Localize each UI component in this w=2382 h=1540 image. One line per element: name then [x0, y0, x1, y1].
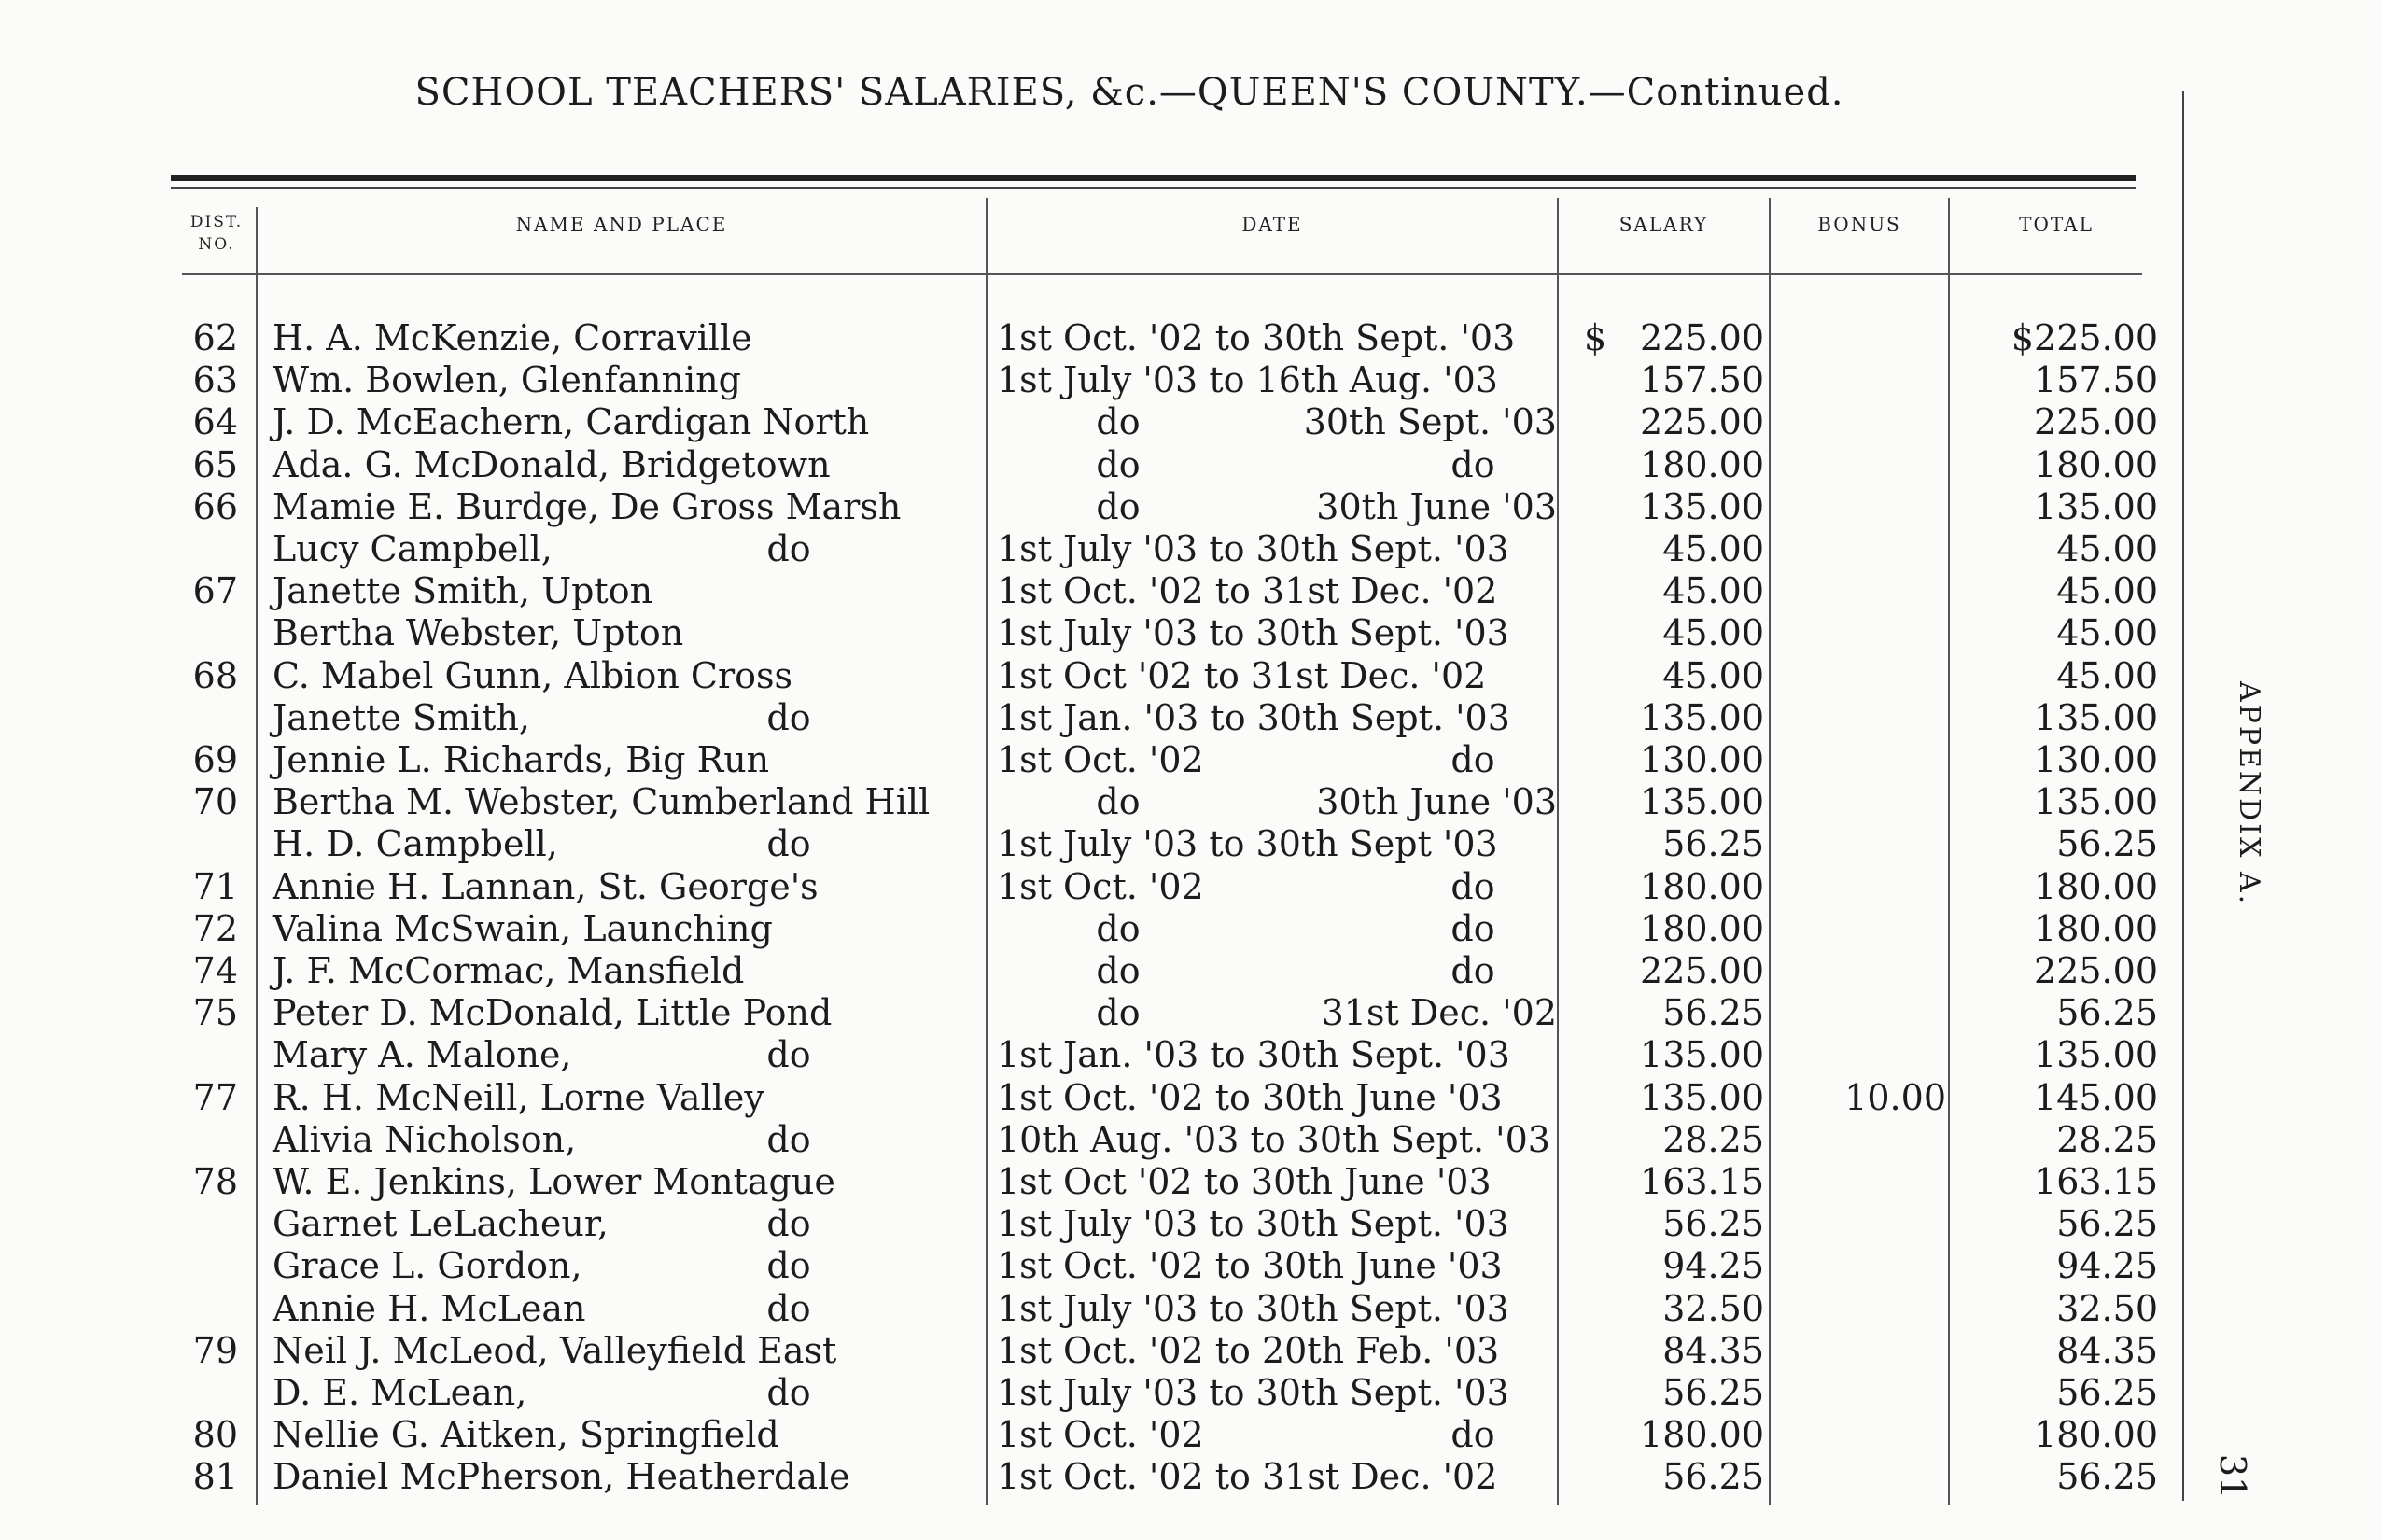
teacher-name: H. D. Campbell, [273, 823, 558, 865]
teacher-name: J. D. McEachern, Cardigan North [273, 401, 870, 443]
total-amount: 135.00 [2034, 1034, 2158, 1076]
total-amount: 180.00 [2034, 1414, 2158, 1456]
salary-amount: 45.00 [1662, 570, 1764, 612]
salary-amount: 135.00 [1640, 696, 1764, 738]
date-end: do [1450, 443, 1495, 485]
date-range: 1st Jan. '03 to 30th Sept. '03 [997, 1034, 1510, 1076]
total-amount: 225.00 [2034, 950, 2158, 991]
dist-number: 70 [192, 781, 238, 823]
place-ditto: do [766, 1372, 811, 1413]
date-end: 31st Dec. '02 [1321, 992, 1557, 1034]
dist-number: 77 [192, 1076, 238, 1118]
dist-number: 66 [192, 485, 238, 527]
salary-amount: 45.00 [1662, 528, 1764, 569]
total-amount: 163.15 [2034, 1161, 2158, 1202]
date-start: do [1096, 485, 1141, 527]
total-amount: 180.00 [2034, 907, 2158, 949]
salary-amount: 157.50 [1640, 359, 1764, 401]
place-ditto: do [766, 696, 811, 738]
total-amount: 45.00 [2056, 654, 2158, 696]
date-start: 1st Oct. '02 [997, 865, 1204, 907]
teacher-name: D. E. McLean, [273, 1372, 527, 1413]
date-start: do [1096, 950, 1141, 991]
teacher-name: Nellie G. Aitken, Springfield [273, 1414, 779, 1456]
salary-amount: 32.50 [1662, 1287, 1764, 1329]
table-row [0, 1075, 2382, 1117]
dist-number: 74 [192, 950, 238, 991]
dist-number: 79 [192, 1329, 238, 1371]
total-amount: 45.00 [2056, 612, 2158, 654]
date-start: do [1096, 992, 1141, 1034]
place-ditto: do [766, 823, 811, 865]
table-row [0, 526, 2382, 568]
teacher-name: H. A. McKenzie, Corraville [273, 317, 752, 358]
table-row [0, 864, 2382, 906]
total-amount: 56.25 [2056, 992, 2158, 1034]
total-amount: 45.00 [2056, 570, 2158, 612]
dist-number: 81 [192, 1456, 238, 1498]
salary-amount: 28.25 [1662, 1118, 1764, 1160]
col-header-bonus: BONUS [1817, 213, 1901, 235]
margin-rule [2182, 91, 2184, 1501]
total-amount: 56.25 [2056, 1456, 2158, 1498]
table-row [0, 399, 2382, 441]
date-range: 1st July '03 to 16th Aug. '03 [997, 359, 1498, 401]
place-ditto: do [766, 1287, 811, 1329]
header-rule-thick [171, 175, 2136, 181]
date-range: 1st July '03 to 30th Sept. '03 [997, 528, 1509, 569]
total-amount: 135.00 [2034, 696, 2158, 738]
teacher-name: Bertha Webster, Upton [273, 612, 684, 654]
table-row [0, 1159, 2382, 1201]
teacher-name: Garnet LeLacheur, [273, 1203, 609, 1245]
table-row [0, 610, 2382, 652]
table-row [0, 906, 2382, 948]
table-row [0, 1454, 2382, 1496]
total-amount: 145.00 [2034, 1076, 2158, 1118]
teacher-name: Valina McSwain, Launching [273, 907, 773, 949]
date-end: do [1450, 907, 1495, 949]
teacher-name: Lucy Campbell, [273, 528, 553, 569]
total-amount: 135.00 [2034, 781, 2158, 823]
date-range: 1st Oct. '02 to 20th Feb. '03 [997, 1329, 1500, 1371]
dist-number: 67 [192, 570, 238, 612]
salary-amount: 180.00 [1640, 443, 1764, 485]
salary-amount: 56.25 [1662, 992, 1764, 1034]
table-row [0, 695, 2382, 737]
salary-amount: 56.25 [1662, 823, 1764, 865]
total-amount: 84.35 [2056, 1329, 2158, 1371]
teacher-name: Peter D. McDonald, Little Pond [273, 992, 833, 1034]
date-range: 1st Oct. '02 to 30th June '03 [997, 1076, 1503, 1118]
place-ditto: do [766, 1245, 811, 1287]
date-range: 10th Aug. '03 to 30th Sept. '03 [997, 1118, 1550, 1160]
teacher-name: Alivia Nicholson, [273, 1118, 577, 1160]
dist-number: 71 [192, 865, 238, 907]
date-range: 1st Oct. '02 to 30th June '03 [997, 1245, 1503, 1287]
place-ditto: do [766, 1118, 811, 1160]
dist-number: 80 [192, 1414, 238, 1456]
table-row [0, 1032, 2382, 1074]
column-header-rule [182, 273, 2142, 275]
salary-amount: 84.35 [1662, 1329, 1764, 1371]
col-header-dist [179, 211, 254, 256]
teacher-name: W. E. Jenkins, Lower Montague [273, 1161, 835, 1202]
salary-amount: 135.00 [1640, 781, 1764, 823]
place-ditto: do [766, 1203, 811, 1245]
date-start: 1st Oct. '02 [997, 739, 1204, 780]
salary-amount: 130.00 [1640, 739, 1764, 780]
date-range: 1st July '03 to 30th Sept '03 [997, 823, 1498, 865]
table-row [0, 442, 2382, 484]
total-amount: 45.00 [2056, 528, 2158, 569]
dist-number: 65 [192, 443, 238, 485]
date-range: 1st July '03 to 30th Sept. '03 [997, 1203, 1509, 1245]
date-end: 30th June '03 [1316, 781, 1557, 823]
table-row [0, 1117, 2382, 1159]
total-amount: $225.00 [2011, 317, 2158, 358]
salary-amount: 225.00 [1640, 401, 1764, 443]
teacher-name: C. Mabel Gunn, Albion Cross [273, 654, 793, 696]
total-amount: 56.25 [2056, 823, 2158, 865]
table-row [0, 948, 2382, 990]
teacher-name: J. F. McCormac, Mansfield [273, 950, 745, 991]
table-row [0, 568, 2382, 610]
salary-amount: 56.25 [1662, 1372, 1764, 1413]
table-row [0, 653, 2382, 695]
teacher-name: Wm. Bowlen, Glenfanning [273, 359, 741, 401]
date-end: 30th June '03 [1316, 485, 1557, 527]
col-header-date: DATE [1241, 213, 1303, 235]
salary-amount: 45.00 [1662, 612, 1764, 654]
header-rule-thin [171, 187, 2136, 189]
total-amount: 56.25 [2056, 1372, 2158, 1413]
date-range: 1st July '03 to 30th Sept. '03 [997, 612, 1509, 654]
salary-amount: 56.25 [1662, 1456, 1764, 1498]
dist-number: 78 [192, 1161, 238, 1202]
date-start: do [1096, 443, 1141, 485]
teacher-name: Jennie L. Richards, Big Run [273, 739, 770, 780]
total-amount: 130.00 [2034, 739, 2158, 780]
teacher-name: Neil J. McLeod, Valleyfield East [273, 1329, 837, 1371]
date-range: 1st Jan. '03 to 30th Sept. '03 [997, 696, 1510, 738]
date-range: 1st July '03 to 30th Sept. '03 [997, 1287, 1509, 1329]
salary-amount: 163.15 [1640, 1161, 1764, 1202]
table-row [0, 484, 2382, 526]
col-header-salary: SALARY [1618, 213, 1709, 235]
table-row [0, 1412, 2382, 1454]
table-row [0, 357, 2382, 399]
dist-number: 68 [192, 654, 238, 696]
total-amount: 28.25 [2056, 1118, 2158, 1160]
bonus-amount: 10.00 [1844, 1076, 1946, 1118]
col-header-dist-line1: DIST. [189, 213, 244, 231]
table-row [0, 1201, 2382, 1243]
teacher-name: Annie H. McLean [273, 1287, 586, 1329]
dist-number: 69 [192, 739, 238, 780]
table-row [0, 779, 2382, 821]
teacher-name: Mary A. Malone, [273, 1034, 572, 1076]
table-row [0, 990, 2382, 1032]
dist-number: 64 [192, 401, 238, 443]
date-range: 1st Oct '02 to 30th June '03 [997, 1161, 1492, 1202]
salary-amount: 225.00 [1640, 950, 1764, 991]
total-amount: 94.25 [2056, 1245, 2158, 1287]
appendix-label: APPENDIX A. [2233, 681, 2265, 907]
salary-amount: 45.00 [1662, 654, 1764, 696]
teacher-name: Grace L. Gordon, [273, 1245, 582, 1287]
currency-symbol: $ [1584, 317, 1607, 358]
total-amount: 32.50 [2056, 1287, 2158, 1329]
teacher-name: Janette Smith, [273, 696, 531, 738]
teacher-name: Ada. G. McDonald, Bridgetown [273, 443, 831, 485]
col-header-name: NAME AND PLACE [515, 213, 728, 235]
salary-amount: 225.00 [1640, 317, 1764, 358]
salary-amount: 135.00 [1640, 1034, 1764, 1076]
salary-amount: 180.00 [1640, 907, 1764, 949]
col-header-dist-line2: NO. [198, 235, 235, 254]
table-row [0, 315, 2382, 357]
table-row [0, 821, 2382, 863]
table-row [0, 737, 2382, 779]
table-row [0, 1286, 2382, 1328]
date-range: 1st Oct '02 to 31st Dec. '02 [997, 654, 1487, 696]
dist-number: 62 [192, 317, 238, 358]
teacher-name: Annie H. Lannan, St. George's [273, 865, 819, 907]
date-start: 1st Oct. '02 [997, 1414, 1204, 1456]
date-range: 1st July '03 to 30th Sept. '03 [997, 1372, 1509, 1413]
date-end: do [1450, 739, 1495, 780]
salary-amount: 94.25 [1662, 1245, 1764, 1287]
total-amount: 56.25 [2056, 1203, 2158, 1245]
dist-number: 63 [192, 359, 238, 401]
date-start: do [1096, 907, 1141, 949]
teacher-name: Daniel McPherson, Heatherdale [273, 1456, 850, 1498]
table-row [0, 1370, 2382, 1412]
table-row [0, 1328, 2382, 1370]
salary-amount: 180.00 [1640, 1414, 1764, 1456]
teacher-name: Bertha M. Webster, Cumberland Hill [273, 781, 931, 823]
total-amount: 157.50 [2034, 359, 2158, 401]
date-end: do [1450, 950, 1495, 991]
total-amount: 180.00 [2034, 865, 2158, 907]
date-end: 30th Sept. '03 [1303, 401, 1557, 443]
dist-number: 72 [192, 907, 238, 949]
date-range: 1st Oct. '02 to 31st Dec. '02 [997, 570, 1498, 612]
date-start: do [1096, 401, 1141, 443]
place-ditto: do [766, 1034, 811, 1076]
date-end: do [1450, 1414, 1495, 1456]
teacher-name: Janette Smith, Upton [273, 570, 653, 612]
salary-amount: 135.00 [1640, 1076, 1764, 1118]
total-amount: 135.00 [2034, 485, 2158, 527]
date-end: do [1450, 865, 1495, 907]
total-amount: 180.00 [2034, 443, 2158, 485]
total-amount: 225.00 [2034, 401, 2158, 443]
table-row [0, 1243, 2382, 1285]
page-number: 31 [2212, 1453, 2254, 1500]
teacher-name: R. H. McNeill, Lorne Valley [273, 1076, 764, 1118]
date-range: 1st Oct. '02 to 30th Sept. '03 [997, 317, 1516, 358]
dist-number: 75 [192, 992, 238, 1034]
salary-amount: 56.25 [1662, 1203, 1764, 1245]
salary-amount: 180.00 [1640, 865, 1764, 907]
place-ditto: do [766, 528, 811, 569]
page-title: SCHOOL TEACHERS' SALARIES, &c.—QUEEN'S COUNTY.—Continued. [414, 71, 1844, 114]
salary-amount: 135.00 [1640, 485, 1764, 527]
date-range: 1st Oct. '02 to 31st Dec. '02 [997, 1456, 1498, 1498]
date-start: do [1096, 781, 1141, 823]
teacher-name: Mamie E. Burdge, De Gross Marsh [273, 485, 902, 527]
col-header-total: TOTAL [2019, 213, 2094, 235]
